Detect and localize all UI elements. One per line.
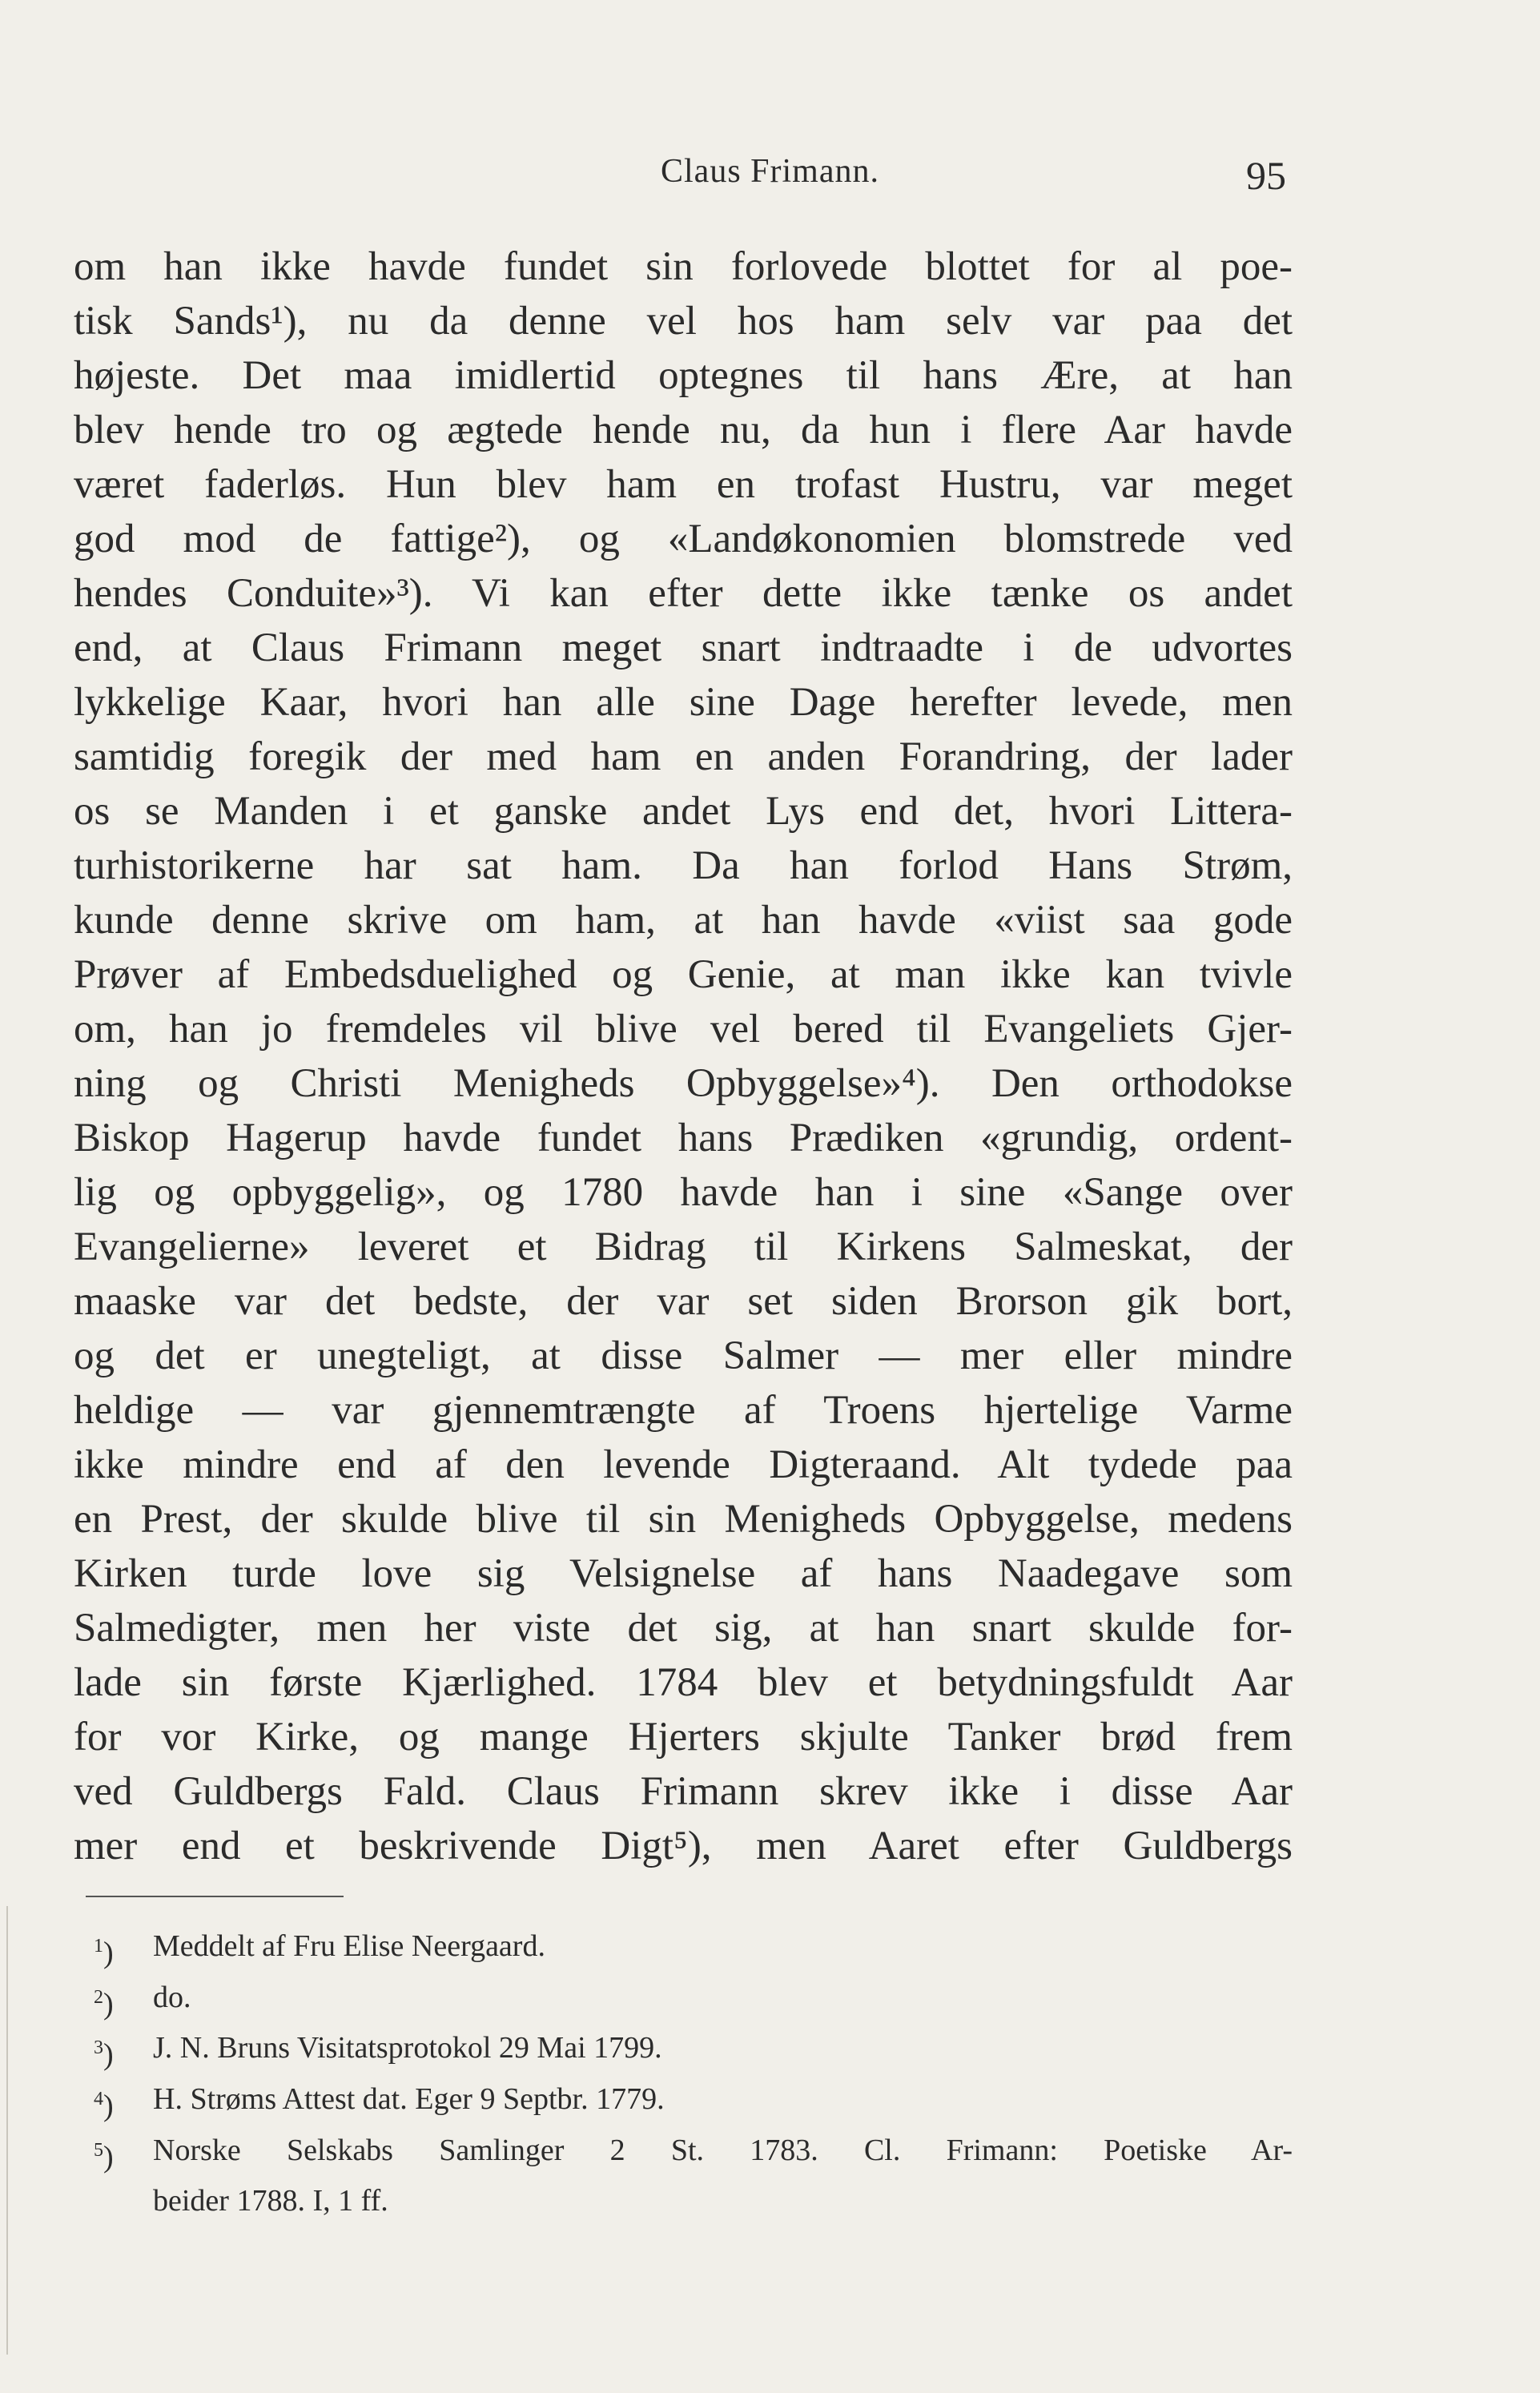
text-line: en Prest, der skulde blive til sin Menigheds Opbyggelse, medens <box>74 1497 1293 1542</box>
footnote: $^5$) Norske Selskabs Samlinger 2 St. 1783. Cl. Frimann: Poetiske Ar- <box>94 2129 1293 2180</box>
footnote-continuation: beider 1788. I, 1 ff. <box>153 2184 388 2218</box>
text-line: hendes Conduite»³). Vi kan efter dette ikke tænke os andet <box>74 571 1293 616</box>
running-header-title: Claus Frimann. <box>661 153 879 190</box>
text-line: blev hende tro og ægtede hende nu, da hun i flere Aar havde <box>74 408 1293 452</box>
text-line: end, at Claus Frimann meget snart indtraadte i de udvortes <box>74 625 1293 670</box>
footnote-text: J. N. Bruns Visitatsprotokol 29 Mai 1799. <box>153 2031 662 2065</box>
text-line: kunde denne skrive om ham, at han havde «viist saa gode <box>74 898 1293 943</box>
footnote: $^3$) J. N. Bruns Visitatsprotokol 29 Mai 1799. <box>94 2026 1293 2077</box>
text-line: Kirken turde love sig Velsignelse af hans Naadegave som <box>74 1551 1293 1596</box>
text-line: Evangelierne» leveret et Bidrag til Kirkens Salmeskat, der <box>74 1225 1293 1269</box>
text-line: om, han jo fremdeles vil blive vel bered til Evangeliets Gjer- <box>74 1007 1293 1052</box>
text-line: Prøver af Embedsduelighed og Genie, at man ikke kan tvivle <box>74 952 1293 997</box>
footnote-marker: 3 <box>94 2037 103 2059</box>
text-line: os se Manden i et ganske andet Lys end det, hvori Littera- <box>74 789 1293 834</box>
footnote: $^2$) do. <box>94 1976 1293 2027</box>
footnotes <box>94 1924 1293 2223</box>
page-number: 95 <box>1246 153 1286 198</box>
footnote-text: Norske Selskabs Samlinger 2 St. 1783. Cl. Frimann: Poetiske Ar- <box>153 2133 1293 2167</box>
text-line: ved Guldbergs Fald. Claus Frimann skrev ikke i disse Aar <box>74 1769 1293 1814</box>
text-line: for vor Kirke, og mange Hjerters skjulte Tanker brød frem <box>74 1715 1293 1760</box>
text-line: lade sin første Kjærlighed. 1784 blev et betydningsfuldt Aar <box>74 1660 1293 1705</box>
text-line: mer end et beskrivende Digt⁵), men Aaret efter Guldbergs <box>74 1824 1293 1868</box>
footnote: $^4$) H. Strøms Attest dat. Eger 9 Septbr. 1779. <box>94 2077 1293 2129</box>
text-line: og det er unegteligt, at disse Salmer — mer eller mindre <box>74 1333 1293 1378</box>
text-line: højeste. Det maa imidlertid optegnes til hans Ære, at han <box>74 353 1293 398</box>
footnote-marker: 1 <box>94 1936 103 1957</box>
page-edge-shadow <box>6 1906 8 2355</box>
text-line: heldige — var gjennemtrængte af Troens hjertelige Varme <box>74 1388 1293 1433</box>
footnote-text: do. <box>153 1980 191 2014</box>
text-line: ikke mindre end af den levende Digteraand. Alt tydede paa <box>74 1442 1293 1487</box>
text-line: samtidig foregik der med ham en anden Forandring, der lader <box>74 734 1293 779</box>
text-line: været faderløs. Hun blev ham en trofast Hustru, var meget <box>74 462 1293 507</box>
footnote: $^1$) Meddelt af Fru Elise Neergaard. <box>94 1924 1293 1976</box>
text-line: ning og Christi Menigheds Opbyggelse»⁴). Den orthodokse <box>74 1061 1293 1106</box>
text-line: Salmedigter, men her viste det sig, at han snart skulde for- <box>74 1606 1293 1651</box>
text-line: god mod de fattige²), og «Landøkonomien blomstrede ved <box>74 517 1293 561</box>
footnote-marker: 5 <box>94 2139 103 2161</box>
text-line: om han ikke havde fundet sin forlovede blottet for al poe- <box>74 244 1293 289</box>
body-text <box>74 239 1293 1873</box>
footnote-text: H. Strøms Attest dat. Eger 9 Septbr. 1779. <box>153 2081 665 2116</box>
text-line: tisk Sands¹), nu da denne vel hos ham selv var paa det <box>74 299 1293 344</box>
footnote-text: Meddelt af Fru Elise Neergaard. <box>153 1929 545 1963</box>
footnote-marker: 2 <box>94 1986 103 2008</box>
footnote-marker: 4 <box>94 2088 103 2109</box>
footnote-separator <box>86 1896 344 1897</box>
text-line: lykkelige Kaar, hvori han alle sine Dage herefter levede, men <box>74 680 1293 725</box>
text-line: maaske var det bedste, der var set siden Brorson gik bort, <box>74 1279 1293 1324</box>
text-line: lig og opbyggelig», og 1780 havde han i sine «Sange over <box>74 1170 1293 1215</box>
text-line: turhistorikerne har sat ham. Da han forlod Hans Strøm, <box>74 843 1293 888</box>
text-line: Biskop Hagerup havde fundet hans Prædiken «grundig, ordent- <box>74 1116 1293 1160</box>
